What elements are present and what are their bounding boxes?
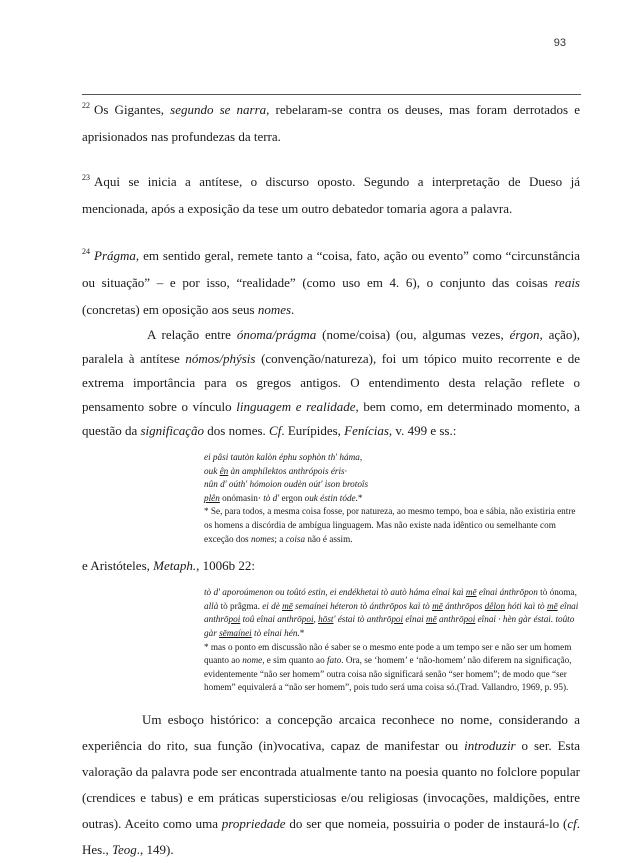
text-run: ergon xyxy=(279,492,305,503)
italic-run: mē xyxy=(426,614,437,625)
italic-run: poi xyxy=(301,614,314,625)
text-run: tò ónoma, xyxy=(537,587,577,598)
italic-run: eînai · hèn gàr éstai. toûto gàr xyxy=(204,614,575,638)
italic-run: eînai ánthrōpon xyxy=(476,587,538,598)
italic-run: dêlon xyxy=(484,600,506,611)
italic-run: ei pâsi tautòn kalòn éphu sophòn th' háma, xyxy=(204,452,363,462)
italic-run: nomes xyxy=(250,533,275,544)
italic-run: ouk éstin tóde. xyxy=(304,492,358,503)
text-run: . Hes., xyxy=(82,815,580,857)
italic-run: , xyxy=(313,614,319,625)
text-run: Aqui se inicia a antítese, o discurso oposto. Segundo a interpretação de Dueso já mencionada, após a exposição da tese um outro debatedor tomaria agora a palavra. xyxy=(82,174,580,216)
italic-run: Fenícias xyxy=(344,423,389,438)
italic-run: àn amphílektos anthrópois éris· xyxy=(228,465,347,476)
italic-run: mē xyxy=(282,600,293,611)
text-run: onómasin· xyxy=(219,492,264,503)
text-run: A relação entre xyxy=(147,327,237,342)
italic-run: segundo se narra xyxy=(170,102,267,117)
italic-run: linguagem e realidade xyxy=(236,399,356,414)
italic-run: allà xyxy=(204,600,219,611)
page-number: 93 xyxy=(553,37,566,49)
text-run: em sentido geral, remete tanto a “coisa, fato, ação ou evento” como “circunstância ou situação” – e por isso, “realidade” (como uso em 4. 6), o conjunto das coisas xyxy=(82,248,580,290)
text-run: * xyxy=(299,627,305,638)
italic-run: nomes xyxy=(257,302,292,317)
footnote-number: 22 xyxy=(82,101,90,110)
text-run: . xyxy=(291,302,295,317)
quote-translation xyxy=(204,505,580,546)
italic-run: tò d' xyxy=(263,492,280,503)
body-paragraph-2 xyxy=(82,707,580,863)
text-run: , rebelaram-se contra os deuses, mas foram derrotados e aprisionados nas profundezas da terra. xyxy=(82,102,580,144)
italic-run: nûn d' oúth' hómoion oudèn oút' ison brotoîs xyxy=(204,479,369,490)
greek-verse-line xyxy=(204,492,580,506)
text-run: (nome/coisa) (ou, algumas vezes, xyxy=(316,327,510,342)
body-paragraph-1 xyxy=(82,323,580,443)
text-run: do ser que nomeia, possuiria o poder de instaurá-lo ( xyxy=(285,815,568,831)
page-body xyxy=(82,96,580,863)
italic-run: nome xyxy=(242,655,263,666)
greek-verse-line xyxy=(204,451,580,465)
italic-run: ei dè xyxy=(262,600,283,611)
text-run: . Eurípides, xyxy=(281,423,345,438)
italic-run: Teog xyxy=(111,841,137,857)
text-run: Um esboço histórico: a concepção arcaica reconhece no nome, considerando a experiência do rito, sua função (in)vocativa, capaz de manifestar ou xyxy=(82,711,580,753)
text-run: ., 149). xyxy=(136,841,174,857)
italic-run: ánthrōpos xyxy=(442,600,485,611)
text-run: (concretas) em oposição aos seus xyxy=(82,302,258,317)
footnote-22 xyxy=(82,96,580,150)
footnote-number: 24 xyxy=(82,247,90,256)
text-run: ação), paralela à antítese xyxy=(82,327,580,366)
text-run: , e sim quanto ao xyxy=(262,655,327,666)
text-run: . Ora, se ‘homem’ e ‘não-homem’ não diferem na significação, evidentemente “não ser homem” outra coisa não significará senão “ser homem”; de modo que “ser homem” equivalerá a “não ser homem”, pois tudo será uma coisa só.(Trad. Vallandro, 1969, p. 95). xyxy=(204,655,572,693)
aristotle-quote xyxy=(204,586,580,695)
greek-verse-line xyxy=(204,478,580,492)
italic-run: poi xyxy=(228,614,241,625)
italic-run: cf xyxy=(567,815,577,831)
text-run: Os Gigantes, xyxy=(94,102,171,117)
italic-run: Metaph. xyxy=(153,558,197,574)
italic-run: tò eînai hén. xyxy=(251,627,300,638)
italic-run: ónoma/prágma xyxy=(236,327,317,342)
greek-passage xyxy=(204,586,580,640)
italic-run: nómos/phýsis xyxy=(185,351,256,366)
text-run: , 1006b 22: xyxy=(196,558,255,574)
euripides-quote xyxy=(204,451,580,546)
footnote-number: 23 xyxy=(82,173,90,182)
italic-run: eînai xyxy=(403,614,427,625)
text-run: , v. 499 e ss.: xyxy=(388,423,457,438)
footnote-text xyxy=(82,174,580,216)
italic-run: mē xyxy=(465,587,477,598)
italic-run: semaínei héteron tò ánthrōpos kaì tò xyxy=(292,600,433,611)
text-run: * mas o ponto em discussão não é saber se o mesmo ente pode a um tempo ser e não ser um homem quanto ao xyxy=(204,641,572,666)
italic-run: poi xyxy=(391,614,404,625)
text-run: , bem como, em determinado momento, a questão da xyxy=(82,399,580,438)
footnote-24 xyxy=(82,242,580,323)
text-run: ; a xyxy=(274,533,286,544)
italic-run: significação xyxy=(140,423,205,438)
italic-run: Prágma, xyxy=(94,248,140,263)
footnote-23 xyxy=(82,168,580,222)
italic-run: poi xyxy=(463,614,476,625)
italic-run: hóti kaì tò xyxy=(505,600,547,611)
italic-run: introduzir xyxy=(464,737,516,753)
italic-run: ' éstai tò anthrō xyxy=(333,614,392,625)
text-run: * Se, para todos, a mesma coisa fosse, por natureza, ao mesmo tempo, boa e sábia, não existiria entre os homens a discórdia de ambígua linguagem. Mas não existe nada idêntico ou semelhante com exceção dos xyxy=(204,506,576,544)
text-run: e Aristóteles, xyxy=(82,558,154,574)
text-run: * xyxy=(357,492,363,503)
italic-run: toû eînai anthrō xyxy=(240,614,302,625)
text-run: dos nomes. xyxy=(204,423,270,438)
italic-run: coisa xyxy=(285,533,306,544)
italic-run: ên xyxy=(219,465,229,476)
quote-translation xyxy=(204,641,580,695)
italic-run: érgon, xyxy=(509,327,543,342)
italic-run: mē xyxy=(546,600,558,611)
footnote-text xyxy=(82,248,580,317)
italic-run: eînai anthrō xyxy=(204,600,579,625)
italic-run: sēmaínei xyxy=(219,627,252,638)
text-run: não é assim. xyxy=(305,533,353,544)
italic-run: Cf xyxy=(269,423,282,438)
footnote-text xyxy=(82,102,580,144)
italic-run: propriedade xyxy=(221,815,286,831)
italic-run: anthrō xyxy=(436,614,464,625)
paragraph-text xyxy=(82,712,580,857)
italic-run: reais xyxy=(554,275,580,290)
aristotle-intro xyxy=(82,556,580,576)
footnote-separator xyxy=(82,94,581,95)
greek-verse-line xyxy=(204,465,580,479)
text-run: o ser. Esta valoração da palavra pode ser encontrada atualmente tanto na poesia quanto no folclore popular (crendices e tabus) e em práticas supersticiosas e/ou religiosas (invocações, maldições, entre outras). Aceito como uma xyxy=(82,737,581,831)
italic-run: tò d' aporoúmenon ou toûtó estin, ei endékhetai tò autò háma eînai kaì xyxy=(204,587,466,598)
italic-run: ouk xyxy=(204,465,220,476)
italic-run: plên xyxy=(204,492,220,503)
italic-run: hōst xyxy=(318,614,334,625)
text-run: tò prâgma. xyxy=(218,600,263,611)
italic-run: fato xyxy=(327,655,342,666)
text-run: (convenção/natureza), foi um tópico muito recorrente e de extrema importância para os gregos antigos. O entendimento desta relação reflete o pensamento sobre o vínculo xyxy=(82,351,580,414)
italic-run: mē xyxy=(432,600,443,611)
